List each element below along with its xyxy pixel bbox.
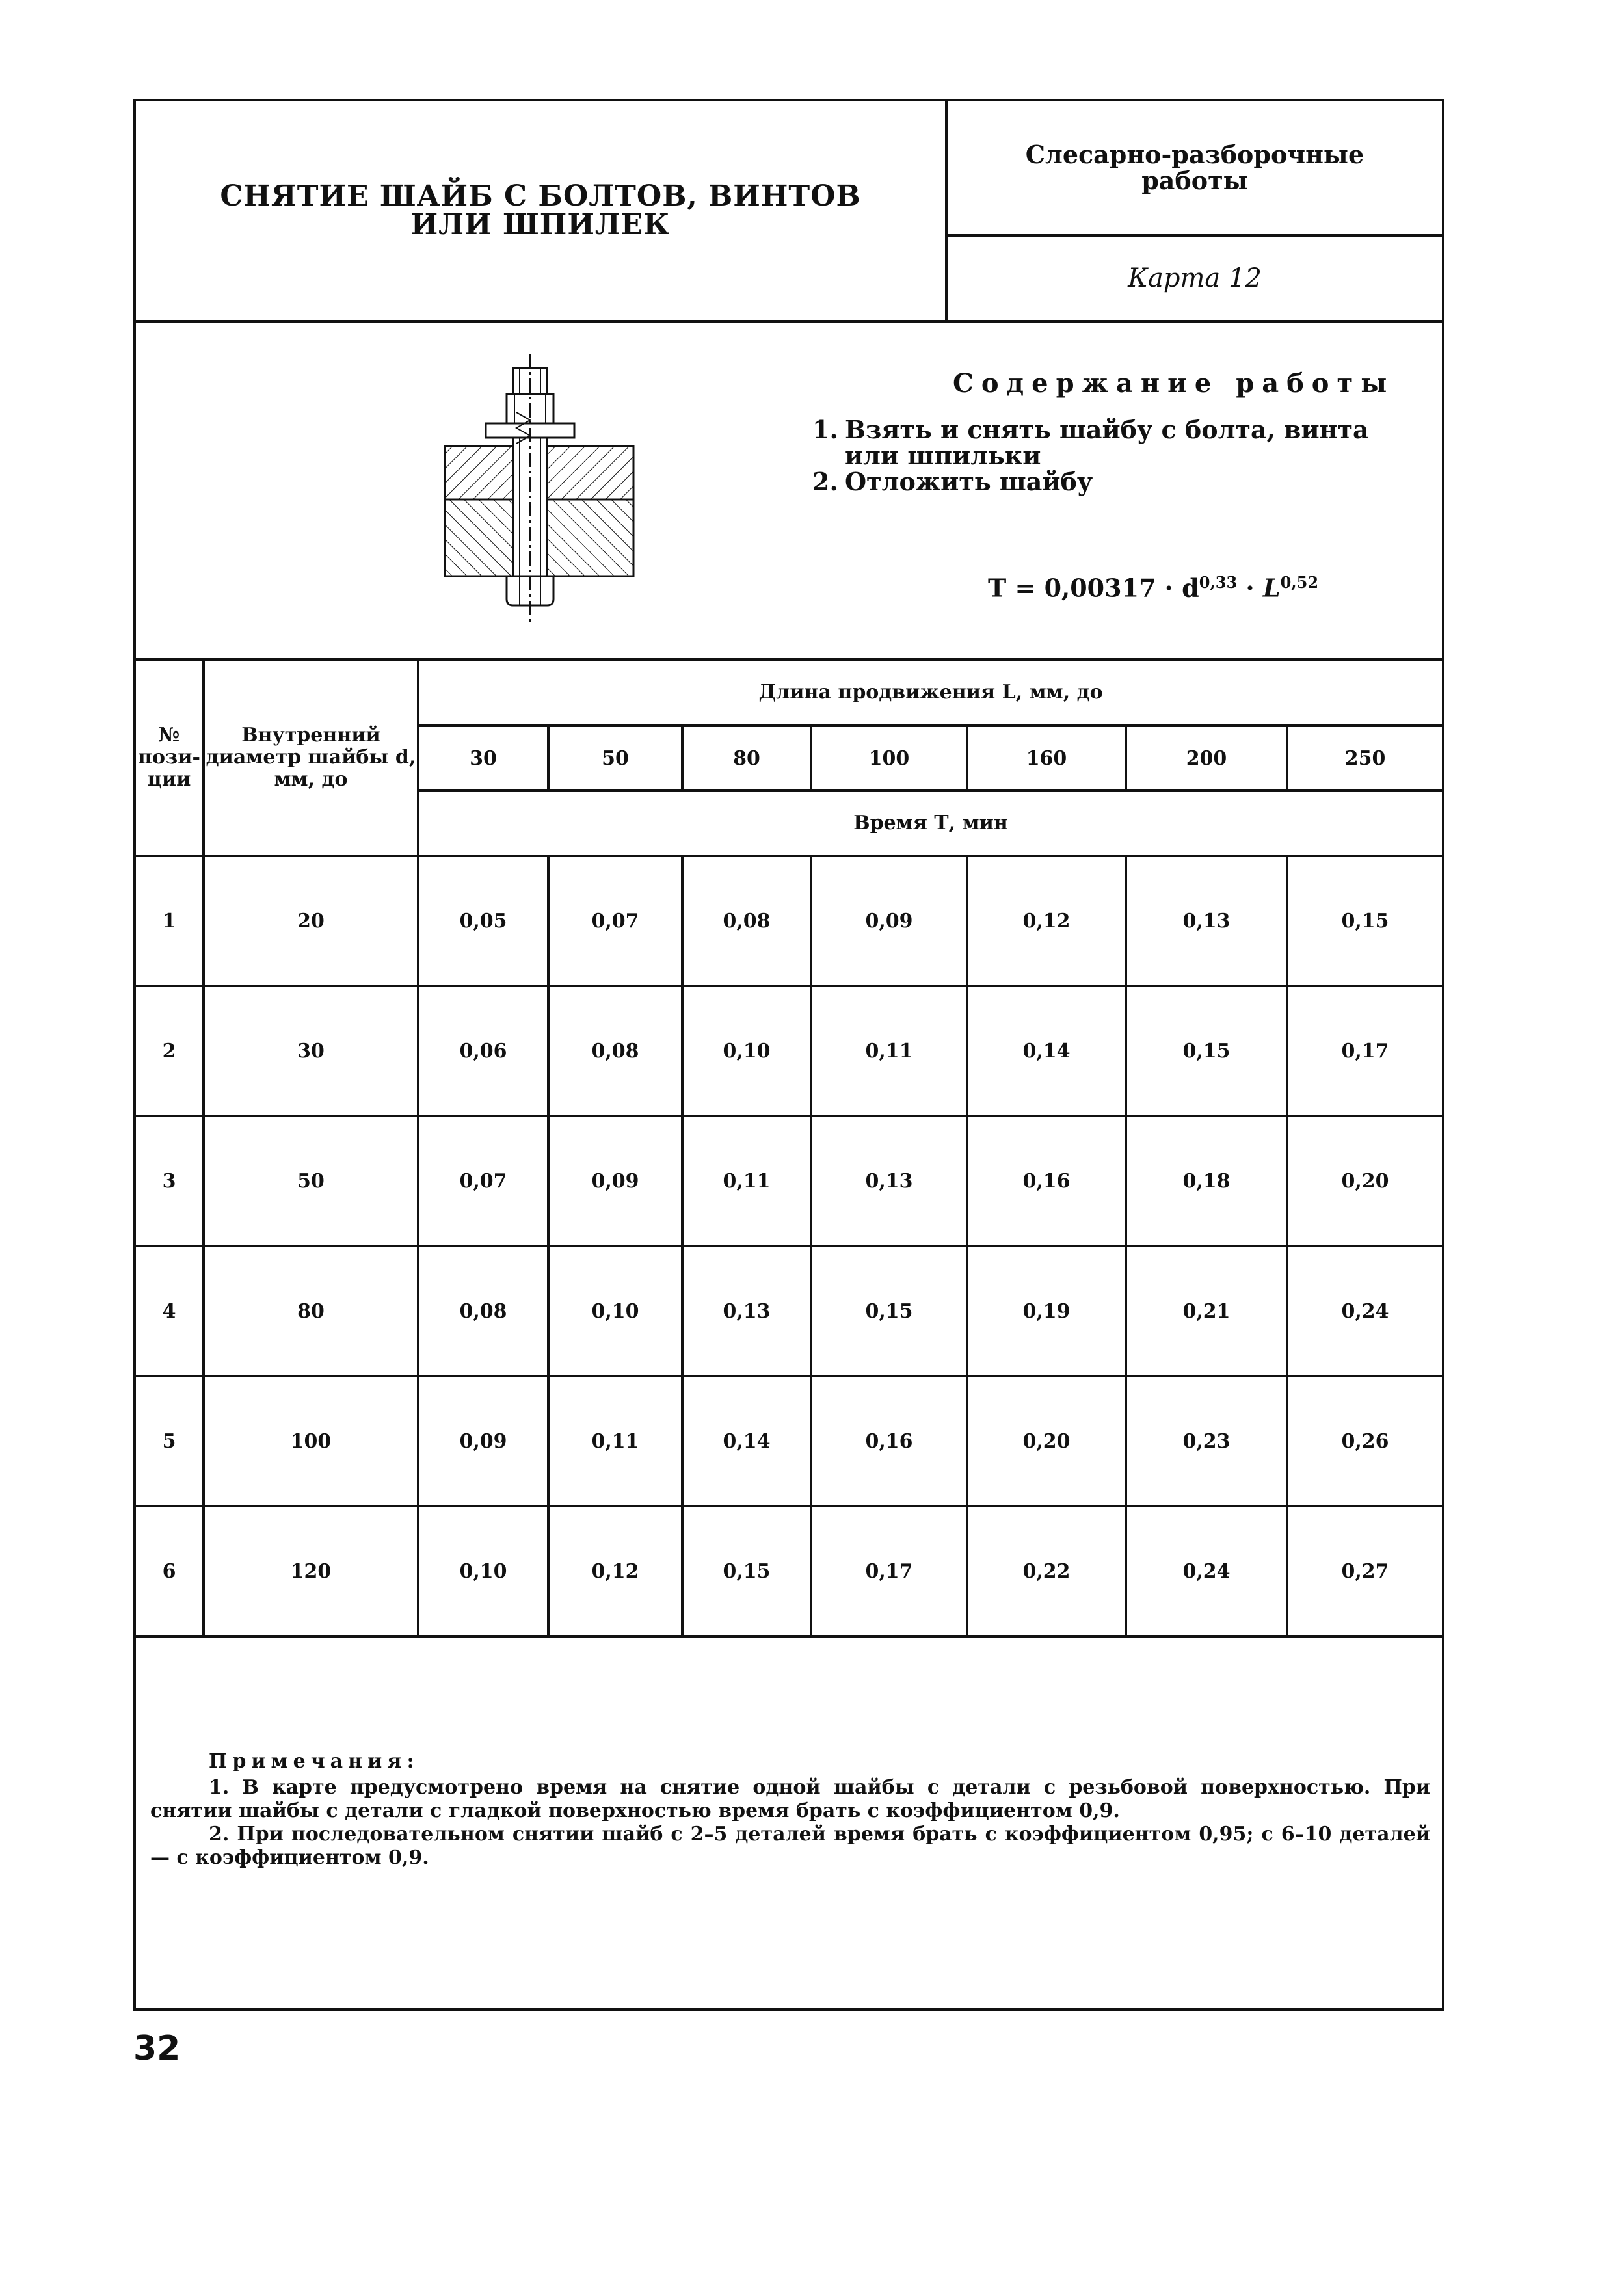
card-title [220,179,861,241]
cell-time: 0,10 [548,1246,682,1376]
card-number-cell [948,237,1442,320]
cell-diameter: 50 [204,1116,418,1246]
cell-position: 1 [136,856,204,986]
work-category-line2: работы [1141,166,1248,195]
cell-time: 0,16 [967,1116,1126,1246]
cell-time: 0,12 [967,856,1126,986]
length-header: 50 [548,726,682,791]
bolt-washer-drawing [409,342,669,628]
work-step-text: Взять и снять шайбу с болта, винта или шпильки [845,415,1369,470]
col-header-time: Время Т, мин [418,791,1442,856]
length-header: 30 [418,726,548,791]
length-header: 200 [1126,726,1287,791]
cell-time: 0,20 [1287,1116,1442,1246]
notes-section [150,1750,1430,1870]
cell-time: 0,19 [967,1246,1126,1376]
card-number: Карта 12 [1128,263,1262,293]
work-step [812,469,1411,495]
card-title-line2: ИЛИ ШПИЛЕК [410,208,671,241]
cell-time: 0,08 [682,856,811,986]
table-row [136,1246,1442,1376]
cell-time: 0,13 [811,1116,967,1246]
col-header-diameter: Внутренний диаметр шайбы d, мм, до [204,661,418,856]
cell-diameter: 30 [204,986,418,1116]
card-header [136,101,1442,323]
cell-time: 0,05 [418,856,548,986]
work-category [1026,142,1364,194]
time-norms-table [136,661,1442,1638]
table-row [136,1116,1442,1246]
cell-time: 0,14 [967,986,1126,1116]
cell-time: 0,06 [418,986,548,1116]
cell-position: 2 [136,986,204,1116]
cell-time: 0,20 [967,1376,1126,1506]
cell-time: 0,09 [811,856,967,986]
length-header: 160 [967,726,1126,791]
cell-time: 0,17 [1287,986,1442,1116]
cell-time: 0,15 [1287,856,1442,986]
cell-time: 0,11 [548,1376,682,1506]
cell-time: 0,22 [967,1506,1126,1636]
formula-exponent-l: 0,52 [1280,573,1319,592]
cell-time: 0,18 [1126,1116,1287,1246]
work-step-number: 1. [812,415,838,444]
cell-time: 0,08 [548,986,682,1116]
table-row [136,1506,1442,1636]
cell-diameter: 120 [204,1506,418,1636]
work-category-line1: Слесарно-разборочные [1025,140,1364,169]
cell-time: 0,13 [682,1246,811,1376]
work-step-number: 2. [812,467,838,496]
length-header: 80 [682,726,811,791]
cell-time: 0,10 [418,1506,548,1636]
cell-time: 0,07 [418,1116,548,1246]
cell-time: 0,08 [418,1246,548,1376]
cell-time: 0,13 [1126,856,1287,986]
card-title-cell [136,101,948,320]
table-header-row [136,661,1442,726]
cell-time: 0,09 [418,1376,548,1506]
work-category-cell [948,101,1442,237]
cell-time: 0,17 [811,1506,967,1636]
time-formula [988,573,1318,603]
cell-time: 0,21 [1126,1246,1287,1376]
formula-exponent-d: 0,33 [1199,573,1238,592]
formula-base-l: L [1262,573,1281,603]
col-header-position: № позиции [136,661,204,856]
table-row [136,1376,1442,1506]
cell-time: 0,23 [1126,1376,1287,1506]
cell-time: 0,10 [682,986,811,1116]
work-content-section [136,323,1442,661]
cell-time: 0,24 [1126,1506,1287,1636]
formula-prefix: T = 0,00317 · [988,573,1182,603]
cell-time: 0,24 [1287,1246,1442,1376]
cell-time: 0,09 [548,1116,682,1246]
table-row [136,986,1442,1116]
cell-time: 0,11 [811,986,967,1116]
cell-time: 0,26 [1287,1376,1442,1506]
note-item: 1. В карте предусмотрено время на снятие одной шайбы с детали с резьбовой поверхностью. При снятии шайбы с детали с гладкой поверхностью время брать с коэффициентом 0,9. [150,1776,1430,1822]
length-header: 250 [1287,726,1442,791]
work-content-title: Содержание работы [953,368,1395,399]
cell-time: 0,12 [548,1506,682,1636]
col-header-length: Длина продвижения L, мм, до [418,661,1442,726]
cell-time: 0,07 [548,856,682,986]
page-number: 32 [133,2029,181,2068]
cell-diameter: 100 [204,1376,418,1506]
note-item: 2. При последовательном снятии шайб с 2–5 деталей время брать с коэффициентом 0,95; с 6–10 деталей — с коэффициентом 0,9. [150,1823,1430,1869]
work-step-text: Отложить шайбу [845,467,1093,496]
cell-time: 0,15 [811,1246,967,1376]
cell-time: 0,15 [1126,986,1287,1116]
cell-position: 6 [136,1506,204,1636]
cell-diameter: 20 [204,856,418,986]
card-title-line1: СНЯТИЕ ШАЙБ С БОЛТОВ, ВИНТОВ [220,179,861,213]
cell-position: 4 [136,1246,204,1376]
cell-time: 0,27 [1287,1506,1442,1636]
cell-time: 0,11 [682,1116,811,1246]
cell-time: 0,16 [811,1376,967,1506]
length-header: 100 [811,726,967,791]
work-steps [812,417,1411,495]
formula-separator: · [1237,573,1263,603]
notes-title: Примечания: [209,1750,419,1773]
formula-base-d: d [1182,573,1199,603]
cell-time: 0,15 [682,1506,811,1636]
work-step [812,417,1411,469]
norm-card [133,99,1444,2011]
cell-time: 0,14 [682,1376,811,1506]
cell-diameter: 80 [204,1246,418,1376]
cell-position: 3 [136,1116,204,1246]
table-row [136,856,1442,986]
cell-position: 5 [136,1376,204,1506]
